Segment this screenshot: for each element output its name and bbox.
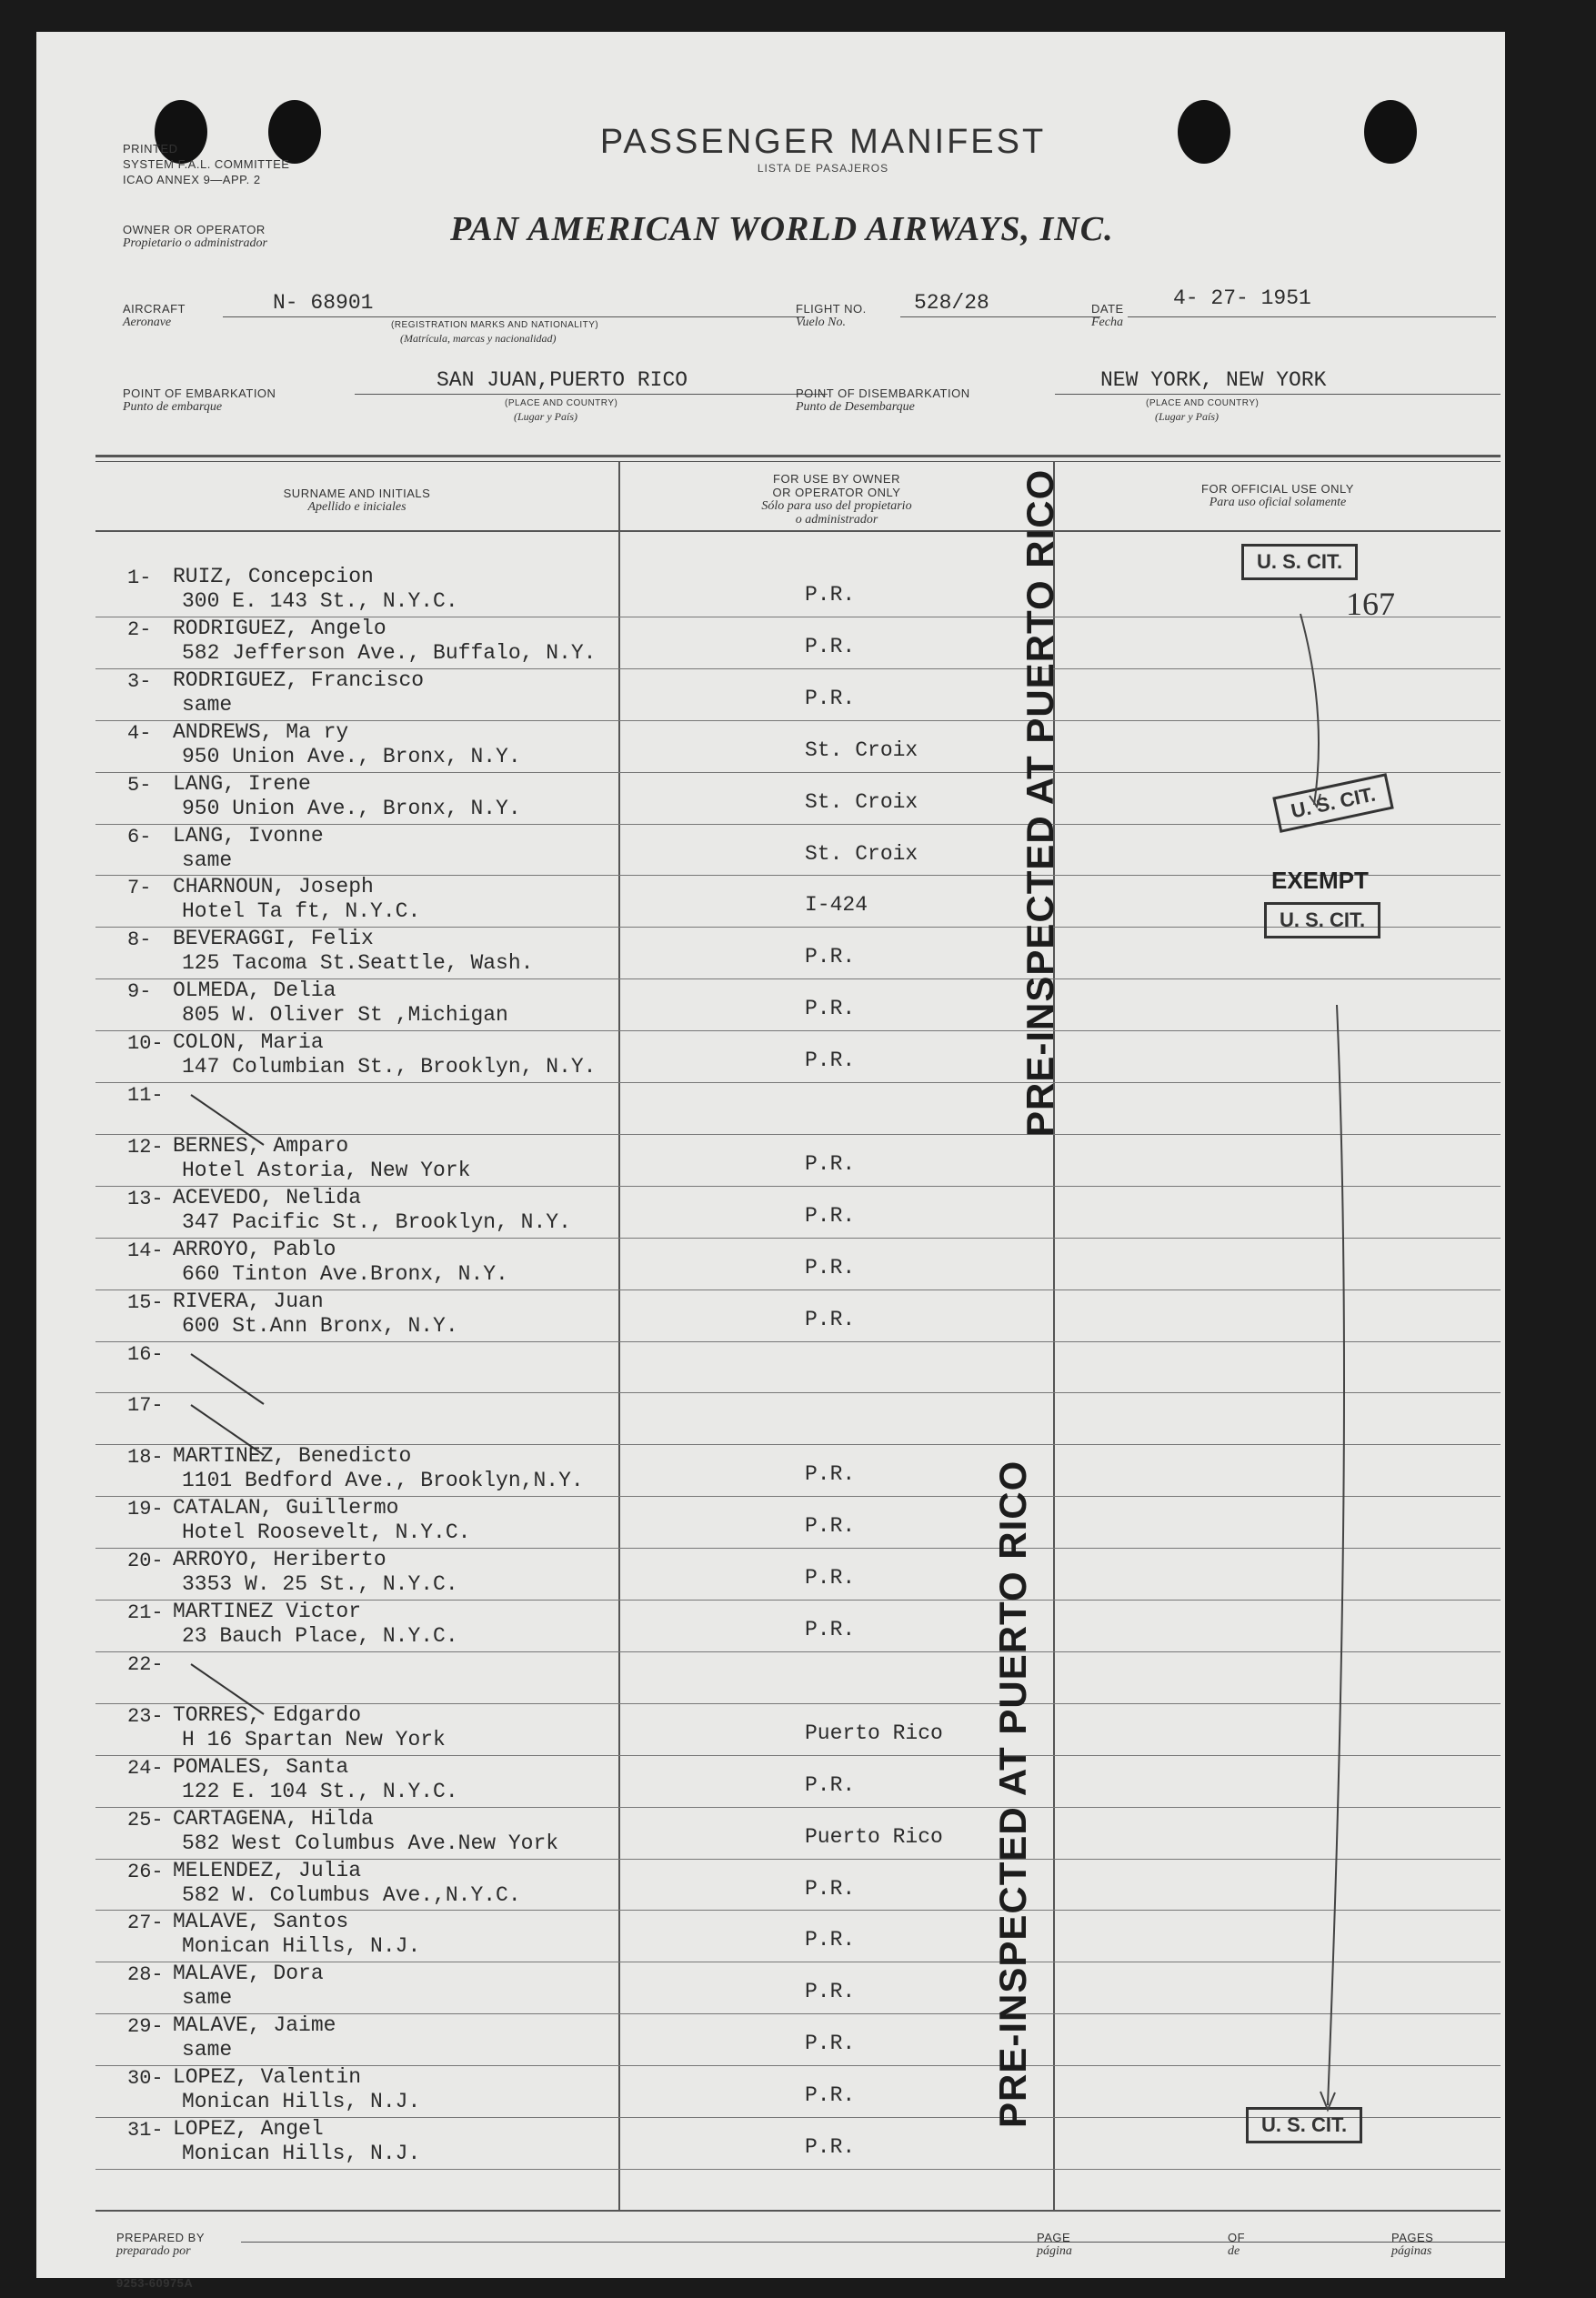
embark-label: POINT OF EMBARKATION Punto de embarque [123, 386, 276, 414]
owner-use-value: St. Croix [805, 841, 918, 866]
passenger-address: 950 Union Ave., Bronx, N.Y. [182, 796, 521, 820]
row-number: 1- [127, 567, 152, 589]
row-number: 24- [127, 1756, 164, 1780]
page-label: PAGE página [1037, 2231, 1072, 2258]
embark-value: SAN JUAN,PUERTO RICO [437, 368, 688, 392]
us-citizen-stamp: U. S. CIT. [1246, 2107, 1362, 2143]
passenger-address: 23 Bauch Place, N.Y.C. [182, 1624, 458, 1648]
owner-use-value: P.R. [805, 2083, 856, 2108]
passenger-address: H 16 Spartan New York [182, 1727, 446, 1751]
owner-use-value: P.R. [805, 1307, 856, 1331]
prepared-by-label: PREPARED BY preparado por [116, 2231, 206, 2258]
passenger-name: ACEVEDO, Nelida [173, 1185, 362, 1209]
passenger-name: OLMEDA, Delia [173, 978, 336, 1003]
owner-use-value: St. Croix [805, 789, 918, 814]
row-number: 4- [127, 721, 152, 745]
passenger-name: ARROYO, Heriberto [173, 1548, 386, 1572]
page-subtitle: LISTA DE PASAJEROS [757, 162, 889, 175]
passenger-address: 950 Union Ave., Bronx, N.Y. [182, 744, 521, 768]
passenger-address: 347 Pacific St., Brooklyn, N.Y. [182, 1209, 571, 1234]
owner-use-value: P.R. [805, 1462, 856, 1487]
pages-label: PAGES páginas [1391, 2231, 1434, 2258]
row-number: 30- [127, 2067, 164, 2091]
owner-use-value: P.R. [805, 1049, 856, 1073]
manifest-page [36, 32, 1505, 2290]
passenger-address: 3353 W. 25 St., N.Y.C. [182, 1572, 458, 1597]
form-ref-line: PRINTED [123, 142, 178, 156]
us-citizen-stamp: U. S. CIT. [1272, 773, 1394, 833]
owner-use-value: P.R. [805, 1203, 856, 1228]
title-block [537, 123, 1109, 175]
aircraft-label: AIRCRAFT Aeronave [123, 302, 186, 329]
owner-use-value: P.R. [805, 1566, 856, 1591]
passenger-name: RUIZ, Concepcion [173, 565, 374, 588]
passenger-address: Monican Hills, N.J. [182, 1934, 421, 1959]
row-number: 14- [127, 1239, 164, 1262]
registration-note-es: (Matrícula, marcas y nacionalidad) [400, 332, 557, 345]
passenger-name: MALAVE, Jaime [173, 2013, 336, 2038]
owner-use-value: I-424 [805, 893, 868, 918]
form-reference [123, 141, 289, 187]
passenger-name: POMALES, Santa [173, 1754, 349, 1779]
passenger-address: Hotel Astoria, New York [182, 1158, 471, 1182]
form-ref-line: SYSTEM F.A.L. COMMITTEE [123, 157, 290, 171]
passenger-name: MELENDEZ, Julia [173, 1858, 362, 1882]
owner-use-value: P.R. [805, 686, 856, 710]
passenger-address: 582 Jefferson Ave., Buffalo, N.Y. [182, 640, 597, 665]
aircraft-value: N- 68901 [273, 291, 374, 315]
owner-use-value: P.R. [805, 1514, 856, 1539]
registration-note: (REGISTRATION MARKS AND NATIONALITY) [391, 320, 599, 330]
passenger-address: Monican Hills, N.J. [182, 2142, 421, 2165]
row-number: 23- [127, 1704, 164, 1728]
exempt-mark: EXEMPT [1271, 867, 1369, 894]
owner-use-value: P.R. [805, 1618, 856, 1641]
passenger-name: LOPEZ, Valentin [173, 2065, 362, 2090]
col-header-surname: SURNAME AND INITIALS Apellido e iniciales [283, 487, 431, 514]
owner-use-value: P.R. [805, 1151, 856, 1176]
passenger-address: Monican Hills, N.J. [182, 2090, 421, 2114]
passenger-address: same [182, 1986, 233, 2011]
operator-name: PAN AMERICAN WORLD AIRWAYS, INC. [450, 210, 1114, 248]
row-number: 19- [127, 1498, 164, 1521]
owner-use-value: Puerto Rico [805, 1824, 943, 1849]
row-number: 7- [127, 877, 152, 900]
row-number: 20- [127, 1550, 164, 1573]
owner-use-value: P.R. [805, 1980, 856, 2004]
place-note-2: (PLACE AND COUNTRY) [1146, 398, 1260, 408]
row-number: 18- [127, 1446, 164, 1470]
passenger-name: BERNES, Amparo [173, 1133, 349, 1158]
row-number: 16- [127, 1342, 164, 1366]
passenger-address: 600 St.Ann Bronx, N.Y. [182, 1313, 458, 1338]
passenger-address: 582 W. Columbus Ave.,N.Y.C. [182, 1882, 521, 1907]
page-title: PASSENGER MANIFEST [599, 123, 1047, 161]
place-note-es-2: (Lugar y País) [1155, 410, 1219, 423]
row-number: 9- [127, 980, 152, 1004]
passenger-name: ANDREWS, Ma ry [173, 719, 349, 744]
disembark-label: POINT OF DISEMBARKATION Punto de Desembarque [796, 386, 970, 414]
passenger-name: CHARNOUN, Joseph [173, 875, 374, 899]
row-number: 5- [127, 773, 152, 797]
passenger-name: LANG, Ivonne [173, 823, 324, 848]
owner-use-value: P.R. [805, 634, 856, 658]
passenger-name: ARROYO, Pablo [173, 1237, 336, 1261]
passenger-address: 125 Tacoma St.Seattle, Wash. [182, 951, 534, 976]
row-number: 11- [127, 1084, 164, 1107]
passenger-name: MALAVE, Dora [173, 1962, 324, 1986]
flight-label: FLIGHT NO. Vuelo No. [796, 302, 867, 329]
row-number: 15- [127, 1290, 164, 1314]
passenger-name: MARTINEZ, Benedicto [173, 1444, 412, 1469]
passenger-name: BEVERAGGI, Felix [173, 927, 374, 951]
owner-use-value: P.R. [805, 945, 856, 969]
row-number: 12- [127, 1135, 164, 1159]
passenger-address: Hotel Ta ft, N.Y.C. [182, 899, 421, 924]
owner-use-value: P.R. [805, 1255, 856, 1279]
passenger-name: COLON, Maria [173, 1030, 324, 1055]
flight-value: 528/28 [914, 291, 989, 315]
passenger-name: TORRES, Edgardo [173, 1702, 362, 1727]
row-number: 17- [127, 1394, 164, 1418]
date-value: 4- 27- 1951 [1173, 286, 1311, 310]
passenger-address: 300 E. 143 St., N.Y.C. [182, 589, 458, 613]
form-ref-line: ICAO ANNEX 9—APP. 2 [123, 173, 261, 186]
disembark-value: NEW YORK, NEW YORK [1100, 368, 1327, 392]
owner-use-value: P.R. [805, 997, 856, 1021]
row-number: 21- [127, 1601, 164, 1624]
owner-use-value: P.R. [805, 2032, 856, 2056]
passenger-address: 1101 Bedford Ave., Brooklyn,N.Y. [182, 1469, 584, 1493]
row-number: 26- [127, 1860, 164, 1883]
row-number: 13- [127, 1187, 164, 1210]
row-number: 31- [127, 2119, 164, 2142]
col-header-owner: FOR USE BY OWNER OR OPERATOR ONLY Sólo para uso del propietario o administrador [761, 472, 912, 527]
passenger-address: Hotel Roosevelt, N.Y.C. [182, 1520, 471, 1545]
owner-use-value: P.R. [805, 1876, 856, 1901]
punch-hole [1364, 100, 1417, 164]
owner-use-value: P.R. [805, 583, 856, 607]
owner-use-value: Puerto Rico [805, 1721, 943, 1745]
place-note: (PLACE AND COUNTRY) [505, 398, 618, 408]
passenger-name: RODRIGUEZ, Angelo [173, 616, 386, 640]
passenger-name: RODRIGUEZ, Francisco [173, 667, 425, 692]
passenger-name: RIVERA, Juan [173, 1289, 324, 1313]
row-divider [95, 2169, 1501, 2170]
form-number: 9253-60975A [116, 2276, 194, 2290]
passenger-address: same [182, 2038, 233, 2062]
row-number: 29- [127, 2015, 164, 2039]
owner-use-value: P.R. [805, 1772, 856, 1797]
row-number: 27- [127, 1912, 164, 1935]
passenger-name: LOPEZ, Angel [173, 2117, 324, 2141]
passenger-name: CARTAGENA, Hilda [173, 1806, 374, 1831]
row-number: 8- [127, 928, 152, 952]
passenger-name: MALAVE, Santos [173, 1910, 349, 1934]
passenger-name: LANG, Irene [173, 771, 311, 796]
punch-hole [1178, 100, 1230, 164]
owner-use-value: P.R. [805, 2135, 856, 2159]
us-citizen-stamp: U. S. CIT. [1241, 544, 1358, 580]
owner-use-value: St. Croix [805, 738, 918, 762]
row-number: 28- [127, 1963, 164, 1987]
place-note-es: (Lugar y País) [514, 410, 577, 423]
date-label: DATE Fecha [1091, 302, 1124, 329]
row-number: 2- [127, 617, 152, 641]
owner-use-value: P.R. [805, 1928, 856, 1952]
owner-label: OWNER OR OPERATOR Propietario o administrador [123, 223, 267, 250]
pre-inspected-stamp: PRE-INSPECTED AT PUERTO RICO [991, 1460, 1034, 2128]
row-number: 25- [127, 1808, 164, 1831]
us-citizen-stamp: U. S. CIT. [1264, 902, 1380, 938]
passenger-name: CATALAN, Guillermo [173, 1496, 399, 1520]
pre-inspected-stamp: PRE-INSPECTED AT PUERTO RICO [1019, 468, 1061, 1137]
row-number: 10- [127, 1032, 164, 1056]
count-number: 167 [1346, 586, 1395, 622]
bracket-lines [1264, 605, 1355, 2151]
passenger-name: MARTINEZ Victor [173, 1600, 362, 1623]
passenger-address: same [182, 848, 233, 872]
of-label: OF de [1228, 2231, 1246, 2258]
row-number: 6- [127, 825, 152, 848]
row-number: 22- [127, 1652, 164, 1676]
passenger-address: 805 W. Oliver St ,Michigan [182, 1003, 508, 1028]
passenger-address: 122 E. 104 St., N.Y.C. [182, 1779, 458, 1803]
col-header-official: FOR OFFICIAL USE ONLY Para uso oficial solamente [1201, 482, 1354, 509]
passenger-address: same [182, 692, 233, 717]
passenger-address: 147 Columbian St., Brooklyn, N.Y. [182, 1055, 597, 1079]
row-number: 3- [127, 669, 152, 693]
passenger-address: 660 Tinton Ave.Bronx, N.Y. [182, 1261, 508, 1286]
passenger-address: 582 West Columbus Ave.New York [182, 1831, 559, 1855]
